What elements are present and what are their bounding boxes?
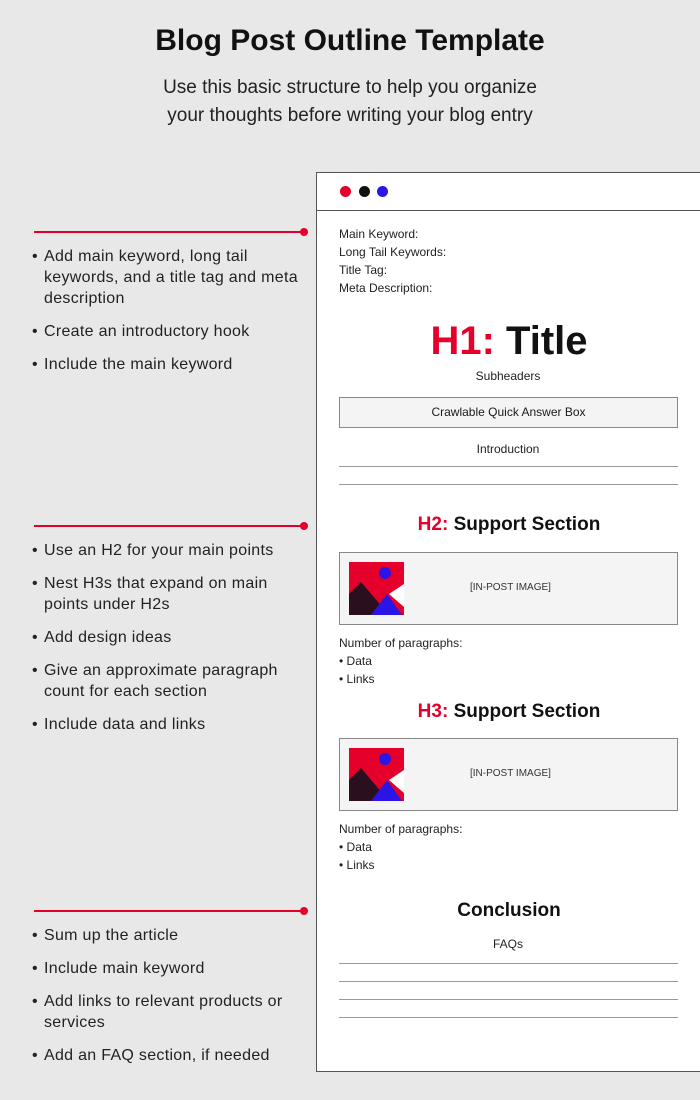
- maximize-dot-icon: [377, 186, 388, 197]
- text-rule: [339, 981, 678, 982]
- title-tag-label: Title Tag:: [339, 263, 388, 277]
- paragraph-count-label: Number of paragraphs:: [339, 636, 463, 650]
- conclusion-heading: Conclusion: [457, 900, 561, 921]
- connector-line-1: [34, 231, 304, 233]
- list-item: • Include the main keyword: [32, 354, 302, 375]
- bullet-list-body: [32, 540, 302, 747]
- h1-tag: H1:: [430, 319, 495, 363]
- subheaders-label: Subheaders: [475, 369, 541, 383]
- list-item: • Include main keyword: [32, 958, 302, 979]
- close-dot-icon: [340, 186, 351, 197]
- connector-line-3: [34, 910, 304, 912]
- page-title: Blog Post Outline Template: [155, 24, 545, 57]
- faqs-label: FAQs: [492, 937, 523, 951]
- minimize-dot-icon: [359, 186, 370, 197]
- links-item: • Links: [339, 858, 375, 872]
- image-icon: [349, 562, 404, 615]
- list-item: • Add links to relevant products or services: [32, 991, 302, 1033]
- main-keyword-label: Main Keyword:: [339, 227, 419, 241]
- image-label: [IN-POST IMAGE]: [470, 582, 551, 593]
- list-item: • Nest H3s that expand on main points under H2s: [32, 573, 302, 615]
- list-item: • Add design ideas: [32, 627, 302, 648]
- image-icon: [349, 748, 404, 801]
- h3-tag: H3:: [417, 701, 449, 722]
- connector-line-2: [34, 525, 304, 527]
- window-title-bar: [317, 173, 700, 211]
- text-rule: [339, 963, 678, 964]
- text-rule: [339, 999, 678, 1000]
- h1-title: Title: [506, 319, 588, 363]
- links-item: • Links: [339, 672, 375, 686]
- introduction-label: Introduction: [476, 442, 540, 456]
- paragraph-info-h2: [339, 634, 462, 688]
- paragraph-count-label: Number of paragraphs:: [339, 822, 463, 836]
- list-item: • Add an FAQ section, if needed: [32, 1045, 302, 1066]
- h1-heading: [317, 319, 700, 364]
- bullet-list-intro: [32, 246, 302, 387]
- data-item: • Data: [339, 840, 372, 854]
- h2-title: Support Section: [453, 514, 601, 535]
- list-item: • Sum up the article: [32, 925, 302, 946]
- list-item: • Create an introductory hook: [32, 321, 302, 342]
- image-label: [IN-POST IMAGE]: [470, 768, 551, 779]
- paragraph-info-h3: [339, 820, 462, 874]
- bullet-list-conclusion: [32, 925, 302, 1078]
- browser-mockup: [316, 172, 700, 1072]
- quick-answer-box: Crawlable Quick Answer Box: [339, 397, 678, 428]
- in-post-image-placeholder: [339, 552, 678, 625]
- list-item: • Add main keyword, long tail keywords, and a title tag and meta description: [32, 246, 302, 309]
- h3-title: Support Section: [453, 701, 601, 722]
- meta-fields: [339, 225, 446, 297]
- meta-description-label: Meta Description:: [339, 281, 433, 295]
- long-tail-keywords-label: Long Tail Keywords:: [339, 245, 447, 259]
- text-rule: [339, 1017, 678, 1018]
- data-item: • Data: [339, 654, 372, 668]
- text-rule: [339, 466, 678, 467]
- list-item: • Include data and links: [32, 714, 302, 735]
- h3-heading: [317, 701, 700, 723]
- text-rule: [339, 484, 678, 485]
- h2-heading: [317, 514, 700, 536]
- in-post-image-placeholder: [339, 738, 678, 811]
- list-item: • Give an approximate paragraph count for each section: [32, 660, 302, 702]
- list-item: • Use an H2 for your main points: [32, 540, 302, 561]
- h2-tag: H2:: [417, 514, 449, 535]
- page-subtitle: Use this basic structure to help you organize your thoughts before writing your blog entry: [163, 77, 537, 126]
